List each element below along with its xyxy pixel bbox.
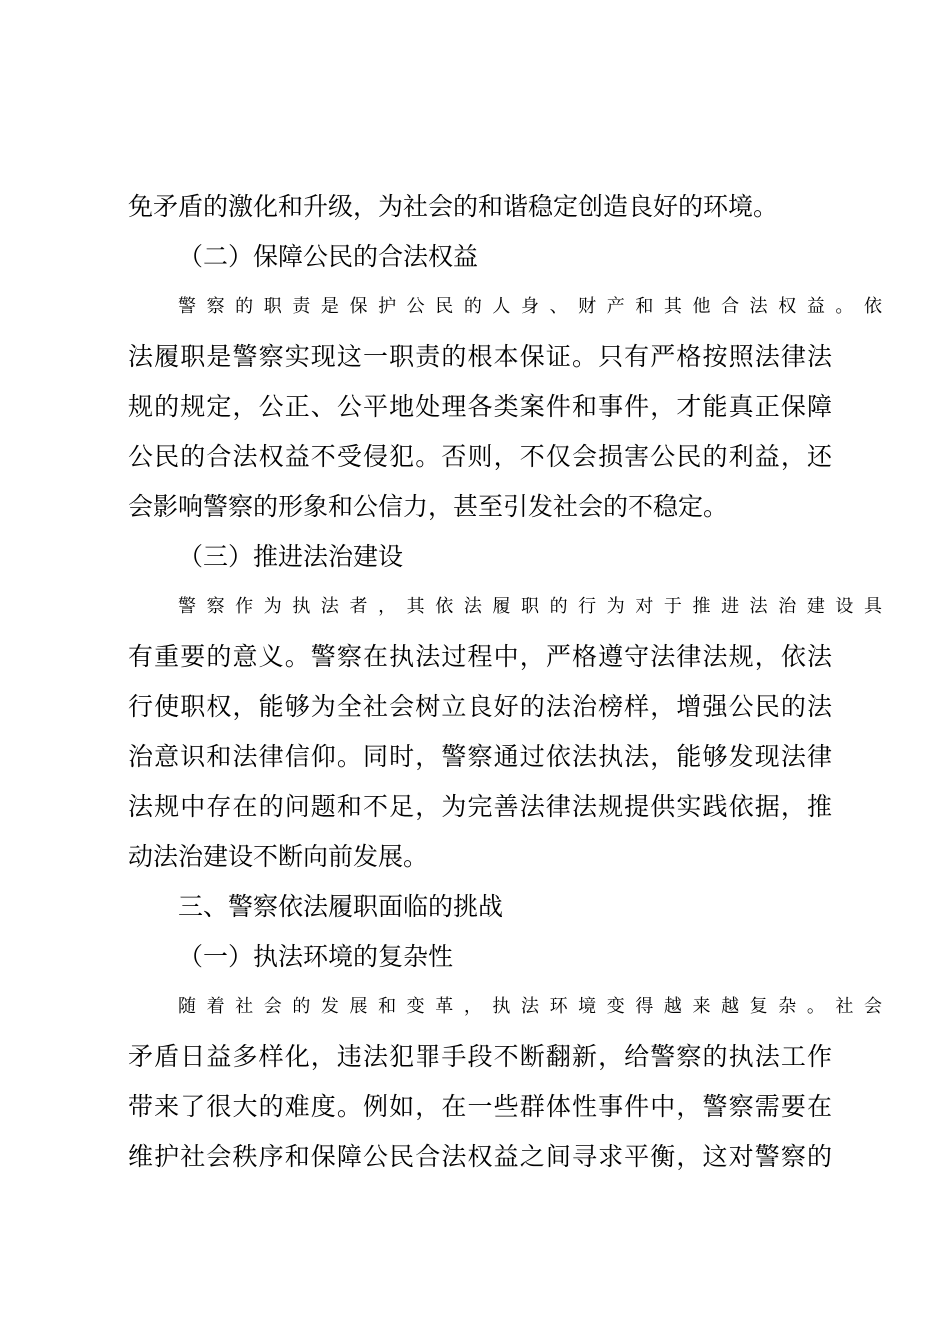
chapter-heading: 三、警察依法履职面临的挑战 — [178, 892, 504, 921]
document-body — [128, 182, 882, 1182]
text-line: 会影响警察的形象和公信力，甚至引发社会的不稳定。 — [128, 492, 729, 521]
section-heading: （一）执法环境的复杂性 — [178, 942, 454, 971]
section-heading: （二）保障公民的合法权益 — [178, 242, 479, 271]
text-line: 法履职是警察实现这一职责的根本保证。只有严格按照法律法 — [128, 342, 832, 371]
text-line: 矛盾日益多样化，违法犯罪手段不断翻新，给警察的执法工作 — [128, 1042, 832, 1071]
text-line: 规的规定，公正、公平地处理各类案件和事件，才能真正保障 — [128, 392, 832, 421]
text-line: 警察作为执法者，其依法履职的行为对于推进法治建设具 — [178, 596, 882, 617]
text-line: 法规中存在的问题和不足，为完善法律法规提供实践依据，推 — [128, 792, 832, 821]
text-line: 随着社会的发展和变革，执法环境变得越来越复杂。社会 — [178, 996, 882, 1017]
section-heading: （三）推进法治建设 — [178, 542, 404, 571]
text-line: 行使职权，能够为全社会树立良好的法治榜样，增强公民的法 — [128, 692, 832, 721]
text-line: 免矛盾的激化和升级，为社会的和谐稳定创造良好的环境。 — [128, 192, 779, 221]
text-line: 有重要的意义。警察在执法过程中，严格遵守法律法规，依法 — [128, 642, 832, 671]
text-line: 警察的职责是保护公民的人身、财产和其他合法权益。依 — [178, 296, 882, 317]
text-line: 动法治建设不断向前发展。 — [128, 842, 429, 871]
text-line: 治意识和法律信仰。同时，警察通过依法执法，能够发现法律 — [128, 742, 832, 771]
text-line: 维护社会秩序和保障公民合法权益之间寻求平衡，这对警察的 — [128, 1142, 832, 1171]
text-line: 带来了很大的难度。例如，在一些群体性事件中，警察需要在 — [128, 1092, 832, 1121]
text-line: 公民的合法权益不受侵犯。否则，不仅会损害公民的利益，还 — [128, 442, 832, 471]
